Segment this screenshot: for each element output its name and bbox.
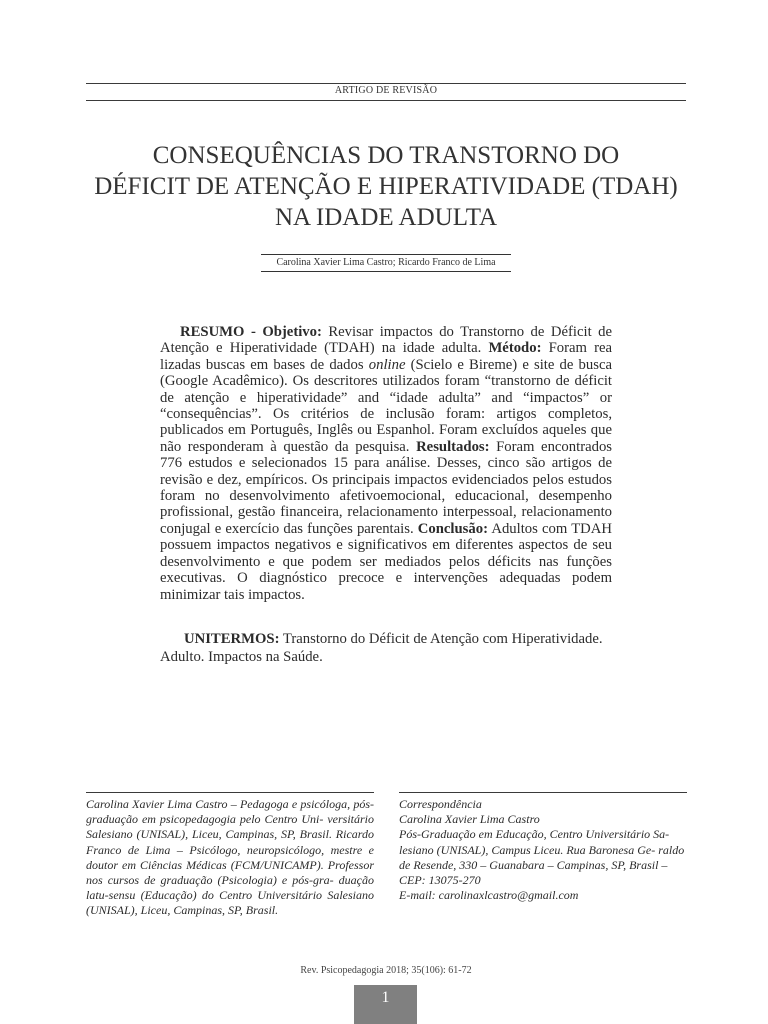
header-rule-bottom	[86, 100, 686, 101]
method-text-a: Foram rea lizadas buscas em bases de dados	[160, 340, 613, 373]
abstract-objective: Revisar impactos do Transtorno de Déficit de Atenção e Hiperatividade (TDAH) na idade adulta.	[160, 324, 612, 357]
authors-block	[261, 254, 511, 272]
method-text-b: (Scielo e Bireme) e site de busca (Google Acadêmico). Os descritores utilizados foram “transtorno de déficit de atenção e hiperatividade” and “idade adulta” and “impactos” or “consequências”. Os critérios de inclusão foram: artigos completos, publicados em Português, Inglês ou Espanhol. Foram excluídos aqueles que não responderam à questão da pesquisa.	[160, 356, 613, 455]
abstract-label: RESUMO - Objetivo:	[180, 324, 322, 340]
footnote-rule-right	[399, 792, 687, 793]
results-text: Foram encontrados 776 estudos e selecionados 15 para análise. Desses, cinco são artigos de revisão e dez, empíricos. Os principais impactos evidenciados pelos estudos foram no desenvolvimento afetivoemocional, educacional, desempenho profissional, gestão financeira, relacionamento interpessoal, relacionamento conjugal e exercício das funções parentais.	[160, 438, 613, 537]
affiliation-author-1: Carolina Xavier Lima Castro – Pedagoga e psicóloga, pós-graduação em psicopedagogia pelo Centro Uni- versitário Salesiano (UNISAL), Liceu, Campinas, SP, Brasil.	[86, 797, 374, 842]
footnote-rule-left	[86, 792, 374, 793]
article-title	[86, 140, 686, 233]
abstract	[160, 324, 612, 603]
results-label: Resultados:	[416, 438, 490, 455]
method-label: Método:	[488, 340, 542, 357]
title-line-2: DÉFICIT DE ATENÇÃO E HIPERATIVIDADE (TDAH)	[94, 173, 678, 200]
conclusion-text: Adultos com TDAH possuem impactos negativos e significativos em diferentes aspectos de seu desenvolvimento e que podem ser mediados pelos déficits nas funções executivas. O diagnóstico precoce e intervenções adequadas podem minimizar tais impactos.	[160, 520, 612, 603]
correspondence-name: Carolina Xavier Lima Castro	[399, 812, 540, 827]
author-affiliations	[86, 797, 374, 919]
method-online: online	[368, 356, 406, 373]
section-label: ARTIGO DE REVISÃO	[334, 85, 438, 96]
title-line-3: NA IDADE ADULTA	[274, 204, 498, 231]
keywords	[160, 630, 612, 666]
page-number: 1	[354, 985, 417, 1024]
title-line-1: CONSEQUÊNCIAS DO TRANSTORNO DO	[152, 142, 620, 169]
authors: Carolina Xavier Lima Castro; Ricardo Franco de Lima	[261, 254, 511, 272]
correspondence	[399, 797, 687, 903]
correspondence-address: Pós-Graduação em Educação, Centro Universitário Sa- lesiano (UNISAL), Campus Liceu. Rua Baronesa Ge- raldo de Resende, 330 – Guanabara – Campinas, SP, Brasil – CEP: 13075-270	[399, 827, 685, 888]
correspondence-email[interactable]: E-mail: carolinaxlcastro@gmail.com	[399, 888, 579, 903]
keywords-label: UNITERMOS:	[184, 631, 280, 647]
correspondence-label: Correspondência	[399, 797, 482, 811]
journal-citation: Rev. Psicopedagogia 2018; 35(106): 61-72	[300, 965, 472, 976]
header-rule-top	[86, 83, 686, 84]
conclusion-label: Conclusão:	[417, 520, 488, 537]
keywords-text: Transtorno do Déficit de Atenção com Hiperatividade. Adulto. Impactos na Saúde.	[160, 631, 603, 665]
affiliation-author-2: Ricardo Franco de Lima – Psicólogo, neuropsicólogo, mestre e doutor em Ciências Médicas (FCM/UNICAMP). Professor nos cursos de graduação (Psicologia) e pós-gra- duação latu-sensu (Educação) do Centro Universitário Salesiano (UNISAL), Liceu, Campinas, SP, Brasil.	[86, 827, 375, 918]
